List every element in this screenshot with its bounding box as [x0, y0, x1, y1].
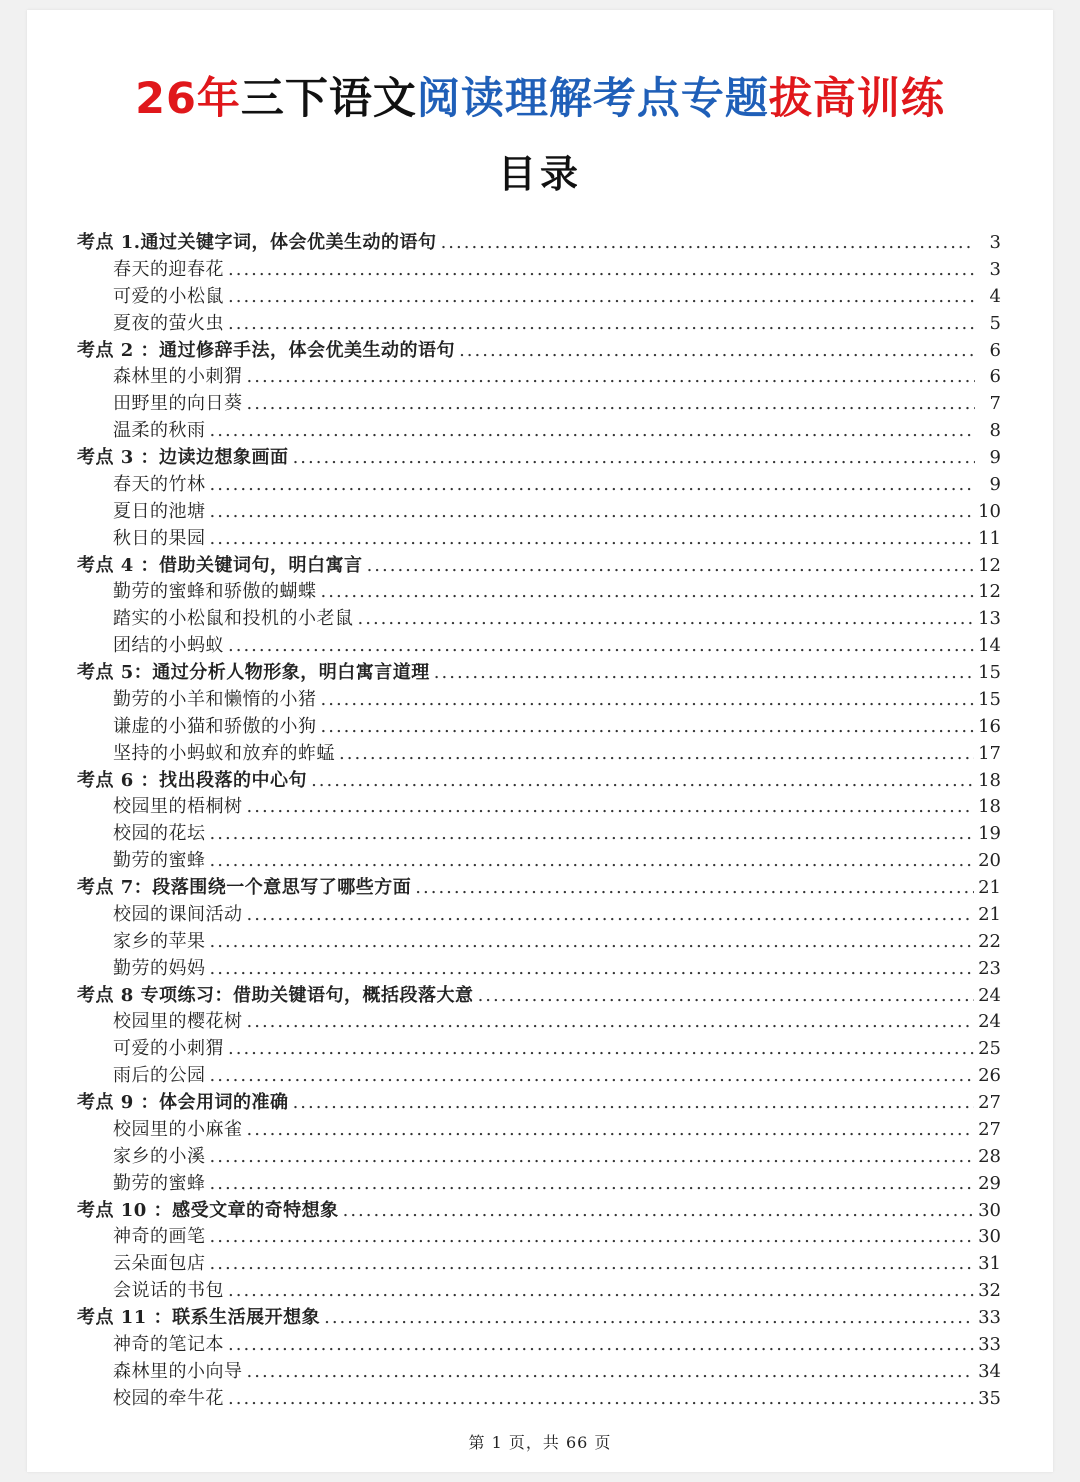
toc-entry-page-number: 7 [989, 393, 1001, 415]
toc-entry-page-number: 33 [978, 1333, 1001, 1355]
toc-sub-entry[interactable] [77, 1251, 1001, 1278]
toc-dot-leader [247, 1117, 975, 1144]
toc-dot-leader [210, 821, 975, 848]
toc-entry-page-number: 27 [978, 1092, 1001, 1113]
toc-entry-page-number: 35 [978, 1387, 1001, 1409]
toc-entry-page-number: 26 [978, 1065, 1001, 1087]
toc-dot-leader [367, 553, 975, 580]
toc-sub-entry[interactable] [77, 956, 1001, 983]
toc-entry-page-number: 30 [978, 1199, 1001, 1221]
toc-entry-page-number: 13 [978, 608, 1001, 630]
toc-entry-page-number: 15 [978, 662, 1001, 683]
toc-entry-label: 校园的课间活动 [113, 903, 243, 925]
toc-entry-label: 雨后的公园 [113, 1065, 206, 1087]
toc-sub-entry[interactable] [77, 1386, 1001, 1413]
toc-sub-entry[interactable] [77, 848, 1001, 875]
toc-sub-entry[interactable] [77, 579, 1001, 606]
toc-entry-label: 可爱的小刺猬 [113, 1038, 224, 1060]
toc-dot-leader [228, 257, 975, 284]
toc-sub-entry[interactable] [77, 364, 1001, 391]
toc-entry-label: 春天的竹林 [113, 473, 206, 495]
toc-dot-leader [247, 1009, 975, 1036]
title-part-topic: 阅读理解考点专题 [416, 74, 769, 124]
toc-dot-leader [210, 1144, 975, 1171]
toc-section-entry[interactable] [77, 1305, 1001, 1332]
toc-sub-entry[interactable] [77, 499, 1001, 526]
toc-sub-entry[interactable] [77, 472, 1001, 499]
toc-dot-leader [210, 848, 975, 875]
toc-dot-leader [228, 1332, 974, 1359]
toc-entry-label: 谦虚的小猫和骄傲的小狗 [113, 715, 317, 737]
toc-sub-entry[interactable] [77, 1332, 1001, 1359]
toc-entry-label: 团结的小蚂蚁 [113, 635, 224, 657]
toc-dot-leader [247, 902, 975, 929]
toc-entry-page-number: 24 [978, 984, 1001, 1006]
toc-entry-label: 春天的迎春花 [113, 258, 224, 280]
toc-section-entry[interactable] [77, 768, 1001, 795]
toc-entry-label: 校园的牵牛花 [113, 1387, 224, 1409]
toc-sub-entry[interactable] [77, 1117, 1001, 1144]
table-of-contents [77, 230, 1001, 1413]
toc-sub-entry[interactable] [77, 714, 1001, 741]
toc-dot-leader [247, 1359, 975, 1386]
toc-entry-page-number: 8 [989, 420, 1001, 442]
toc-entry-page-number: 28 [978, 1145, 1001, 1167]
toc-entry-page-number: 17 [978, 742, 1001, 764]
toc-entry-label: 夏日的池塘 [113, 500, 206, 522]
toc-entry-page-number: 21 [978, 903, 1001, 925]
toc-entry-page-number: 31 [978, 1253, 1001, 1275]
toc-entry-label: 校园里的樱花树 [113, 1011, 243, 1033]
toc-entry-label: 考点 9 ：体会用词的准确 [77, 1092, 289, 1113]
toc-section-entry[interactable] [77, 1090, 1001, 1117]
toc-dot-leader [293, 445, 975, 472]
toc-entry-label: 考点 8 专项练习：借助关键语句，概括段落大意 [77, 984, 474, 1006]
toc-dot-leader [210, 418, 976, 445]
toc-sub-entry[interactable] [77, 311, 1001, 338]
toc-entry-page-number: 10 [978, 500, 1001, 522]
toc-entry-label: 勤劳的蜜蜂 [113, 850, 206, 872]
toc-entry-page-number: 27 [978, 1118, 1001, 1140]
toc-dot-leader [321, 714, 975, 741]
toc-entry-label: 考点 4 ：借助关键词句，明白寓言 [77, 554, 363, 576]
toc-entry-page-number: 6 [989, 339, 1001, 361]
toc-entry-page-number: 22 [978, 930, 1001, 952]
toc-entry-label: 森林里的小向导 [113, 1360, 243, 1382]
toc-entry-label: 勤劳的妈妈 [113, 957, 206, 979]
toc-sub-entry[interactable] [77, 929, 1001, 956]
toc-entry-page-number: 25 [978, 1038, 1001, 1060]
toc-entry-page-number: 9 [989, 447, 1001, 468]
toc-entry-label: 考点 1.通过关键字词，体会优美生动的语句 [77, 232, 437, 253]
toc-dot-leader [228, 311, 975, 338]
toc-dot-leader [210, 1171, 975, 1198]
toc-sub-entry[interactable] [77, 633, 1001, 660]
toc-dot-leader [228, 284, 975, 311]
toc-sub-entry[interactable] [77, 284, 1001, 311]
document-page [27, 10, 1053, 1472]
toc-entry-page-number: 34 [978, 1360, 1001, 1382]
document-title [27, 76, 1053, 123]
toc-dot-leader [415, 875, 974, 902]
toc-entry-page-number: 18 [978, 769, 1001, 791]
toc-entry-page-number: 16 [978, 715, 1001, 737]
toc-dot-leader [228, 1386, 974, 1413]
toc-sub-entry[interactable] [77, 391, 1001, 418]
toc-section-entry[interactable] [77, 338, 1001, 365]
toc-entry-page-number: 4 [989, 285, 1001, 307]
toc-entry-label: 校园的花坛 [113, 823, 206, 845]
toc-dot-leader [210, 1251, 975, 1278]
toc-dot-leader [247, 364, 976, 391]
toc-entry-label: 考点 11 ：联系生活展开想象 [77, 1307, 321, 1328]
toc-entry-page-number: 20 [978, 850, 1001, 872]
toc-dot-leader [339, 741, 974, 768]
toc-entry-label: 会说话的书包 [113, 1280, 224, 1302]
toc-dot-leader [441, 230, 975, 257]
toc-sub-entry[interactable] [77, 1359, 1001, 1386]
toc-entry-label: 坚持的小蚂蚁和放弃的蚱蜢 [113, 742, 335, 764]
title-part-training: 拔高训练 [768, 74, 945, 124]
toc-entry-label: 云朵面包店 [113, 1253, 206, 1275]
toc-entry-label: 神奇的笔记本 [113, 1333, 224, 1355]
toc-entry-label: 勤劳的蜜蜂和骄傲的蝴蝶 [113, 581, 317, 603]
toc-dot-leader [210, 472, 976, 499]
toc-entry-label: 考点 7：段落围绕一个意思写了哪些方面 [77, 877, 412, 898]
toc-sub-entry[interactable] [77, 821, 1001, 848]
toc-entry-label: 踏实的小松鼠和投机的小老鼠 [113, 608, 354, 630]
toc-dot-leader [324, 1305, 974, 1332]
toc-sub-entry[interactable] [77, 1036, 1001, 1063]
toc-entry-page-number: 24 [978, 1011, 1001, 1033]
toc-section-entry[interactable] [77, 660, 1001, 687]
toc-dot-leader [478, 983, 975, 1010]
toc-sub-entry[interactable] [77, 902, 1001, 929]
toc-entry-label: 勤劳的小羊和懒惰的小猪 [113, 688, 317, 710]
toc-entry-label: 考点 2 ：通过修辞手法，体会优美生动的语句 [77, 339, 456, 361]
toc-dot-leader [247, 794, 975, 821]
title-part-grade-subject: 三下语文 [240, 74, 417, 124]
toc-dot-leader [210, 1224, 975, 1251]
toc-entry-label: 神奇的画笔 [113, 1226, 206, 1248]
toc-dot-leader [321, 687, 975, 714]
toc-dot-leader [228, 633, 974, 660]
toc-entry-page-number: 14 [978, 635, 1001, 657]
toc-entry-page-number: 33 [978, 1307, 1001, 1328]
toc-dot-leader [434, 660, 974, 687]
toc-dot-leader [210, 499, 975, 526]
toc-sub-entry[interactable] [77, 1224, 1001, 1251]
toc-dot-leader [343, 1198, 975, 1225]
toc-entry-label: 考点 10 ：感受文章的奇特想象 [77, 1199, 339, 1221]
toc-dot-leader [321, 579, 975, 606]
toc-sub-entry[interactable] [77, 526, 1001, 553]
toc-entry-page-number: 18 [978, 796, 1001, 818]
toc-entry-label: 考点 3 ：边读边想象画面 [77, 447, 289, 468]
toc-entry-page-number: 3 [989, 232, 1001, 253]
toc-entry-page-number: 12 [978, 581, 1001, 603]
toc-dot-leader [210, 1063, 975, 1090]
toc-entry-label: 家乡的苹果 [113, 930, 206, 952]
toc-dot-leader [228, 1278, 974, 1305]
toc-entry-label: 夏夜的萤火虫 [113, 312, 224, 334]
toc-sub-entry[interactable] [77, 1009, 1001, 1036]
toc-dot-leader [358, 606, 975, 633]
toc-sub-entry[interactable] [77, 418, 1001, 445]
toc-sub-entry[interactable] [77, 794, 1001, 821]
toc-dot-leader [210, 526, 975, 553]
toc-sub-entry[interactable] [77, 687, 1001, 714]
toc-section-entry[interactable] [77, 230, 1001, 257]
toc-dot-leader [210, 929, 975, 956]
toc-sub-entry[interactable] [77, 741, 1001, 768]
toc-entry-page-number: 29 [978, 1172, 1001, 1194]
toc-entry-page-number: 30 [978, 1226, 1001, 1248]
toc-sub-entry[interactable] [77, 1278, 1001, 1305]
toc-heading: 目录 [497, 152, 582, 196]
toc-dot-leader [247, 391, 976, 418]
page-footer: 第 1 页，共 66 页 [468, 1433, 612, 1452]
toc-entry-label: 校园里的梧桐树 [113, 796, 243, 818]
toc-section-entry[interactable] [77, 983, 1001, 1010]
toc-section-entry[interactable] [77, 875, 1001, 902]
toc-entry-page-number: 11 [978, 527, 1001, 549]
toc-entry-label: 温柔的秋雨 [113, 420, 206, 442]
toc-entry-label: 考点 5：通过分析人物形象，明白寓言道理 [77, 662, 430, 683]
toc-dot-leader [459, 338, 975, 365]
toc-sub-entry[interactable] [77, 257, 1001, 284]
toc-entry-label: 校园里的小麻雀 [113, 1118, 243, 1140]
toc-entry-label: 可爱的小松鼠 [113, 285, 224, 307]
toc-sub-entry[interactable] [77, 1171, 1001, 1198]
toc-section-entry[interactable] [77, 553, 1001, 580]
toc-entry-label: 勤劳的蜜蜂 [113, 1172, 206, 1194]
toc-entry-page-number: 9 [989, 473, 1001, 495]
toc-entry-label: 秋日的果园 [113, 527, 206, 549]
toc-dot-leader [293, 1090, 975, 1117]
toc-entry-label: 考点 6 ：找出段落的中心句 [77, 769, 308, 791]
toc-entry-page-number: 19 [978, 823, 1001, 845]
toc-section-entry[interactable] [77, 1198, 1001, 1225]
toc-entry-page-number: 23 [978, 957, 1001, 979]
toc-entry-label: 森林里的小刺猬 [113, 366, 243, 388]
toc-entry-label: 田野里的向日葵 [113, 393, 243, 415]
title-part-year: 26年 [135, 74, 241, 124]
toc-entry-page-number: 5 [989, 312, 1001, 334]
toc-section-entry[interactable] [77, 445, 1001, 472]
toc-sub-entry[interactable] [77, 1144, 1001, 1171]
toc-entry-label: 家乡的小溪 [113, 1145, 206, 1167]
toc-sub-entry[interactable] [77, 1063, 1001, 1090]
toc-entry-page-number: 15 [978, 688, 1001, 710]
toc-entry-page-number: 21 [978, 877, 1001, 898]
toc-entry-page-number: 3 [989, 258, 1001, 280]
toc-dot-leader [228, 1036, 974, 1063]
toc-dot-leader [311, 768, 974, 795]
toc-entry-page-number: 6 [989, 366, 1001, 388]
toc-entry-page-number: 12 [978, 554, 1001, 576]
toc-dot-leader [210, 956, 975, 983]
toc-sub-entry[interactable] [77, 606, 1001, 633]
toc-entry-page-number: 32 [978, 1280, 1001, 1302]
